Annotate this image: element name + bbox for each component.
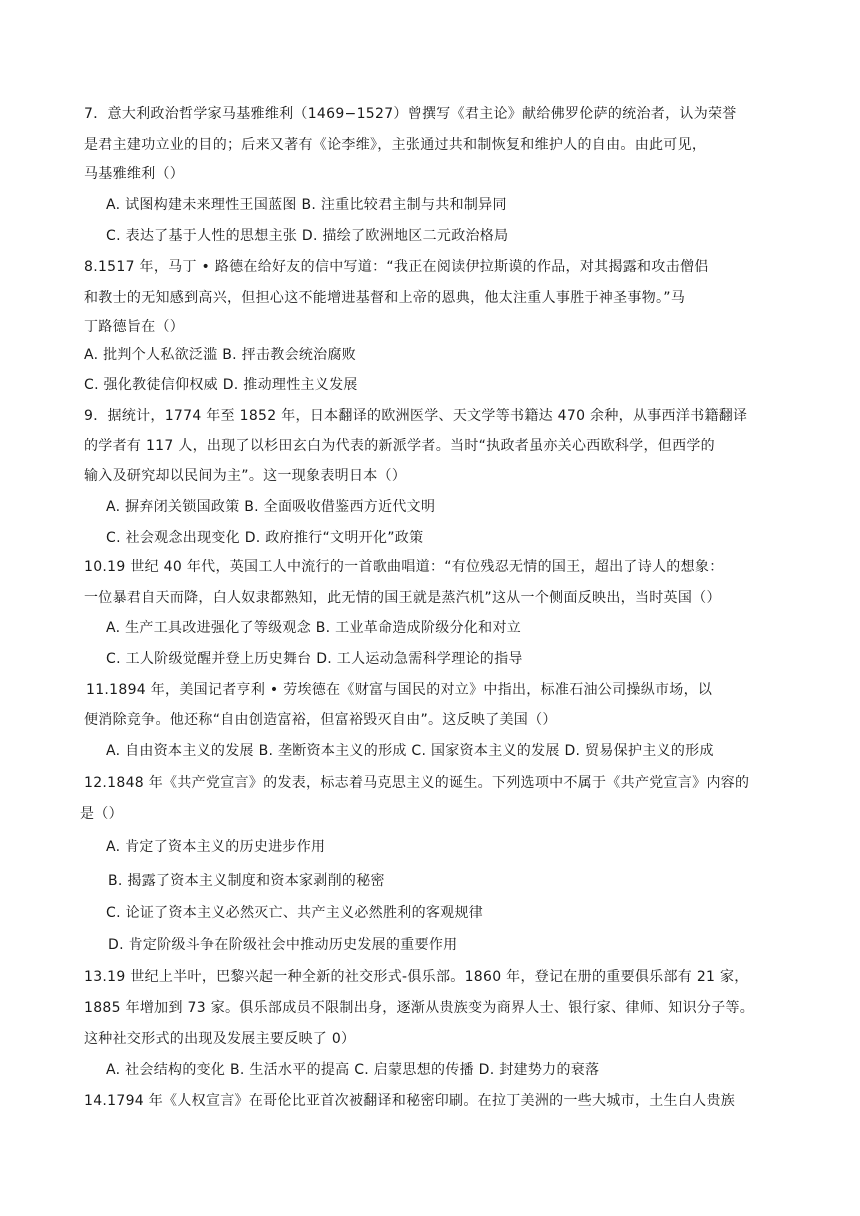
question-12-option-d: D. 肯定阶级斗争在阶级社会中推动历史发展的重要作用 xyxy=(108,937,458,953)
question-7-option-line-2: C. 表达了基于人性的思想主张 D. 描绘了欧洲地区二元政治格局 xyxy=(106,228,509,244)
question-8-stem-line-2: 和教士的无知感到高兴，但担心这不能增进基督和上帝的恩典，他太注重人事胜于神圣事物。”马 xyxy=(84,290,686,306)
question-7-number: 7． xyxy=(84,106,108,122)
question-11-stem-line-1: 11.1894 年，美国记者亨利 • 劳埃德在《财富与国民的对立》中指出，标准石油公司操纵市场，以 xyxy=(86,682,713,698)
question-8-number: 8. xyxy=(84,259,98,275)
question-12-option-a: A. 肯定了资本主义的历史进步作用 xyxy=(106,839,326,855)
question-11-number: 11. xyxy=(86,682,110,698)
question-8-option-line-1: A. 批判个人私欲泛滥 B. 抨击教会统治腐败 xyxy=(84,347,357,363)
question-12-option-c: C. 论证了资本主义必然灭亡、共产主义必然胜利的客观规律 xyxy=(106,905,484,921)
question-7-option-line-1: A. 试图构建未来理性王国蓝图 B. 注重比较君主制与共和制异同 xyxy=(106,197,507,213)
question-12-option-b: B. 揭露了资本主义制度和资本家剥削的秘密 xyxy=(108,873,385,889)
question-8-stem-line-3: 丁路德旨在（） xyxy=(84,319,185,335)
question-9-stem-line-3: 输入及研究却以民间为主”。这一现象表明日本（） xyxy=(84,468,407,484)
question-13-stem-line-1: 13.19 世纪上半叶，巴黎兴起一种全新的社交形式-俱乐部。1860 年，登记在册的重要俱乐部有 21 家， xyxy=(84,969,749,985)
question-9-stem-line-1: 9．据统计，1774 年至 1852 年，日本翻译的欧洲医学、天文学等书籍达 470 余种，从事西洋书籍翻译 xyxy=(84,408,748,424)
question-11-option-line-1: A. 自由资本主义的发展 B. 垄断资本主义的形成 C. 国家资本主义的发展 D. 贸易保护主义的形成 xyxy=(106,743,714,759)
question-13-stem-line-2: 1885 年增加到 73 家。俱乐部成员不限制出身，逐渐从贵族变为商界人士、银行家、律师、知识分子等。 xyxy=(84,1000,755,1016)
question-9-number: 9． xyxy=(84,408,108,424)
question-7-stem-line-2: 是君主建功立业的目的；后来又著有《论李维》，主张通过共和制恢复和维护人的自由。由此可见， xyxy=(84,137,707,153)
question-13-option-line-1: A. 社会结构的变化 B. 生活水平的提高 C. 启蒙思想的传播 D. 封建势力的衰落 xyxy=(106,1062,600,1078)
question-10-option-line-2: C. 工人阶级觉醒并登上历史舞台 D. 工人运动急需科学理论的指导 xyxy=(106,651,523,667)
question-10-number: 10. xyxy=(84,559,108,575)
question-9-option-line-1: A. 摒弃闭关锁国政策 B. 全面吸收借鉴西方近代文明 xyxy=(106,499,436,515)
question-12-stem-line-1: 12.1848 年《共产党宣言》的发表，标志着马克思主义的诞生。下列选项中不属于《共产党宣言》内容的 xyxy=(84,775,750,791)
question-12-number: 12. xyxy=(84,775,108,791)
question-13-stem-line-3: 这种社交形式的出现及发展主要反映了 0） xyxy=(84,1031,356,1047)
question-14-stem-line-1: 14.1794 年《人权宣言》在哥伦比亚首次被翻译和秘密印刷。在拉丁美洲的一些大城市，土生白人贵族 xyxy=(84,1093,736,1109)
question-8-option-line-2: C. 强化教徒信仰权威 D. 推动理性主义发展 xyxy=(84,377,358,393)
question-7-stem-line-1: 7．意大利政治哲学家马基雅维利（1469−1527）曾撰写《君主论》献给佛罗伦萨的统治者，认为荣誉 xyxy=(84,106,737,122)
question-14-number: 14. xyxy=(84,1093,108,1109)
question-10-option-line-1: A. 生产工具改进强化了等级观念 B. 工业革命造成阶级分化和对立 xyxy=(106,620,522,636)
question-8-stem-line-1: 8.1517 年，马丁 • 路德在给好友的信中写道：“我正在阅读伊拉斯谟的作品，对其揭露和攻击僧侣 xyxy=(84,259,709,275)
question-13-number: 13. xyxy=(84,969,108,985)
question-7-stem-line-3: 马基雅维利（） xyxy=(84,166,185,182)
question-12-stem-line-2: 是（） xyxy=(80,806,123,822)
question-10-stem-line-2: 一位暴君自天而降，白人奴隶都熟知，此无情的国王就是蒸汽机”这从一个侧面反映出，当时英国（） xyxy=(84,590,721,606)
question-10-stem-line-1: 10.19 世纪 40 年代，英国工人中流行的一首歌曲唱道：“有位残忍无情的国王，超出了诗人的想象： xyxy=(84,559,724,575)
question-9-stem-line-2: 的学者有 117 人，出现了以杉田玄白为代表的新派学者。当时“执政者虽亦关心西欧科学，但西学的 xyxy=(84,438,715,454)
question-11-stem-line-2: 便消除竞争。他还称“自由创造富裕，但富裕毁灭自由”。这反映了美国（） xyxy=(84,712,557,728)
question-9-option-line-2: C. 社会观念出现变化 D. 政府推行“文明开化”政策 xyxy=(106,530,424,546)
